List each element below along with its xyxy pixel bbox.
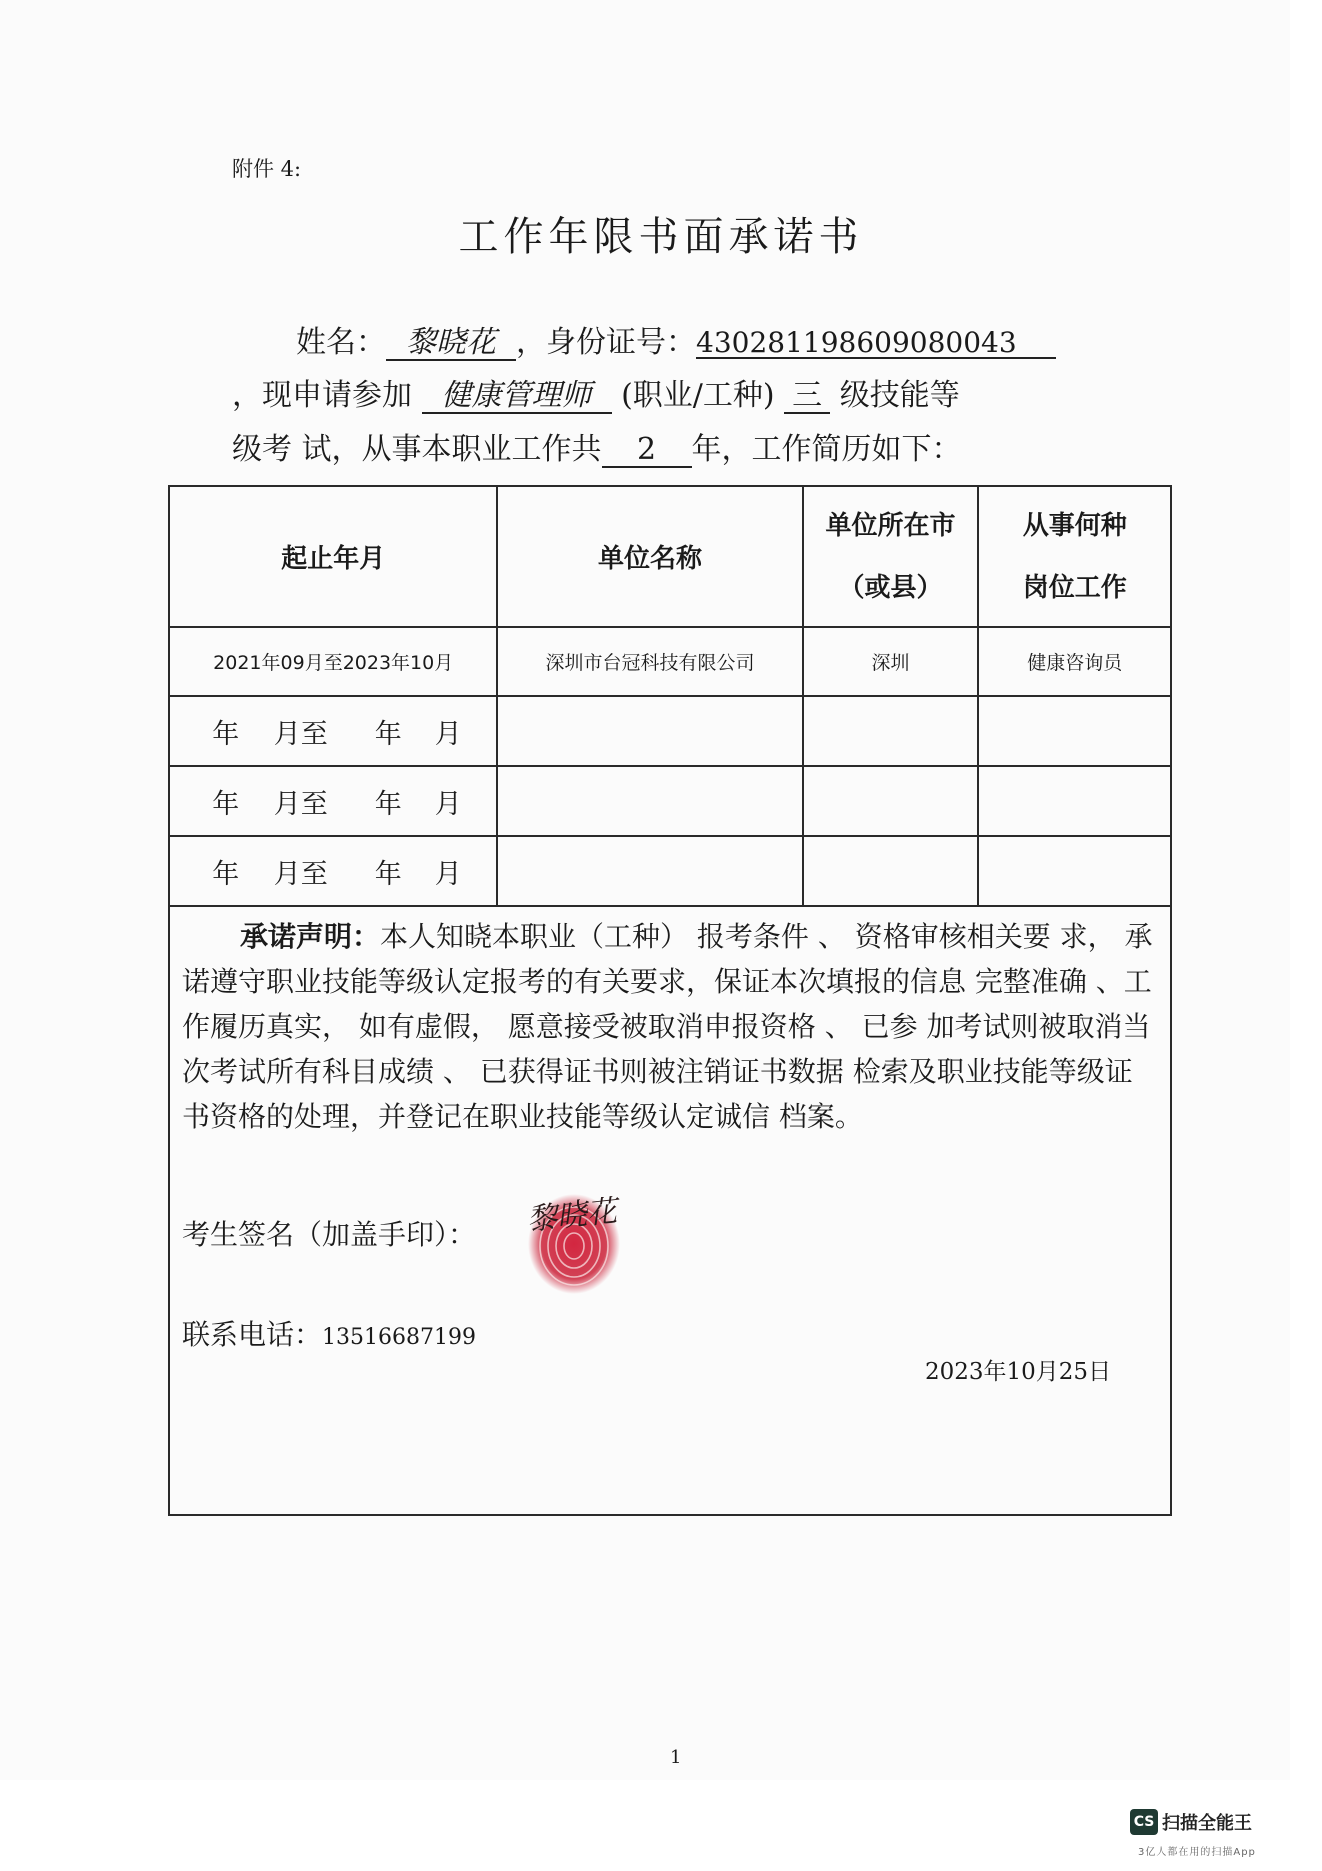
blank-cell	[803, 766, 979, 836]
scanner-logo-icon: CS	[1130, 1809, 1158, 1835]
blank-period	[169, 836, 497, 906]
scanner-slogan: 3亿人都在用的扫描App	[1138, 1847, 1256, 1858]
apply-prefix: ，现申请参加	[232, 378, 412, 413]
level-value: 三	[784, 380, 830, 414]
header-city-line2: （或县）	[838, 572, 943, 603]
blank-cell	[497, 836, 802, 906]
header-city	[803, 486, 979, 627]
blank-cell	[978, 696, 1171, 766]
exam-line	[232, 424, 962, 468]
document-title: 工作年限书面承诺书	[458, 214, 864, 260]
header-city-line1: 单位所在市	[825, 510, 956, 541]
blank-period	[169, 766, 497, 836]
fingerprint-signature	[516, 1186, 626, 1296]
row-position: 健康咨询员	[978, 627, 1171, 696]
row-city: 深圳	[803, 627, 979, 696]
sign-date: 2023年10月25日	[925, 1359, 1112, 1385]
blank-cell	[803, 836, 979, 906]
table-header-row	[169, 486, 1171, 627]
blank-month-label: 月	[434, 718, 462, 750]
header-position	[978, 486, 1171, 627]
blank-month-to-label: 月至	[273, 858, 328, 890]
row-company: 深圳市台冠科技有限公司	[497, 627, 802, 696]
row-period: 2021年09月至2023年10月	[169, 627, 497, 696]
blank-period	[169, 696, 497, 766]
id-label: ，身份证号：	[516, 325, 696, 360]
exam-prefix: 级考 试，从事本职业工作共	[232, 432, 602, 467]
page-number: 1	[670, 1747, 682, 1768]
blank-cell	[978, 766, 1171, 836]
name-line	[296, 317, 1056, 361]
years-value: 2	[602, 434, 692, 468]
header-position-line2: 岗位工作	[1022, 572, 1127, 603]
phone-line	[182, 1313, 476, 1353]
id-number: 430281198609080043	[696, 328, 1056, 359]
phone-number: 13516687199	[322, 1325, 476, 1350]
blank-cell	[978, 836, 1171, 906]
blank-year-label: 年	[374, 788, 402, 820]
occupation-value: 健康管理师	[422, 380, 612, 414]
blank-year-label: 年	[374, 858, 402, 890]
blank-month-to-label: 月至	[273, 788, 328, 820]
name-label: 姓名：	[296, 325, 386, 360]
occupation-suffix: (职业/工种)	[621, 378, 775, 413]
applicant-name: 黎晓花	[386, 327, 516, 361]
blank-cell	[803, 696, 979, 766]
header-position-line1: 从事何种	[1022, 510, 1127, 541]
header-period: 起止年月	[169, 486, 497, 627]
blank-month-label: 月	[434, 788, 462, 820]
blank-cell	[497, 766, 802, 836]
blank-month-to-label: 月至	[273, 718, 328, 750]
declaration-heading: 承诺声明：	[240, 920, 381, 953]
handwritten-name: 黎晓花	[525, 1193, 619, 1238]
level-suffix: 级技能等	[839, 378, 960, 413]
header-company: 单位名称	[497, 486, 802, 627]
blank-year-label: 年	[374, 718, 402, 750]
blank-year-label: 年	[212, 788, 240, 820]
signature-label: 考生签名（加盖手印）：	[182, 1218, 477, 1251]
phone-label: 联系电话：	[182, 1318, 323, 1351]
years-suffix: 年，工作简历如下：	[691, 432, 962, 467]
table-row-blank	[169, 696, 1171, 766]
scanner-watermark	[1130, 1809, 1256, 1858]
table-row-blank	[169, 766, 1171, 836]
table-row-blank	[169, 836, 1171, 906]
declaration-text	[182, 914, 1154, 1139]
blank-year-label: 年	[212, 718, 240, 750]
table-row	[169, 627, 1171, 696]
apply-line	[232, 370, 960, 414]
blank-month-label: 月	[434, 858, 462, 890]
scanner-name: 扫描全能王	[1162, 1813, 1252, 1834]
blank-cell	[497, 696, 802, 766]
blank-year-label: 年	[212, 858, 240, 890]
signature-line	[182, 1213, 476, 1253]
declaration-body: 本人知晓本职业（工种） 报考条件 、 资格审核相关要 求， 承诺遵守职业技能等级认定报考的有关要求，保证本次填报的信息 完整准确 、工作履历真实， 如有虚假， 愿意接受被取消申报资格 、 已参 加考试则被取消当次考试所有科目成绩 、 已获得证书则被注销证书数据 检索及职业技能等级证书资格的处理，并登记在职业技能等级认定诚信 档案。	[182, 920, 1153, 1133]
attachment-label: 附件 4:	[232, 157, 302, 181]
